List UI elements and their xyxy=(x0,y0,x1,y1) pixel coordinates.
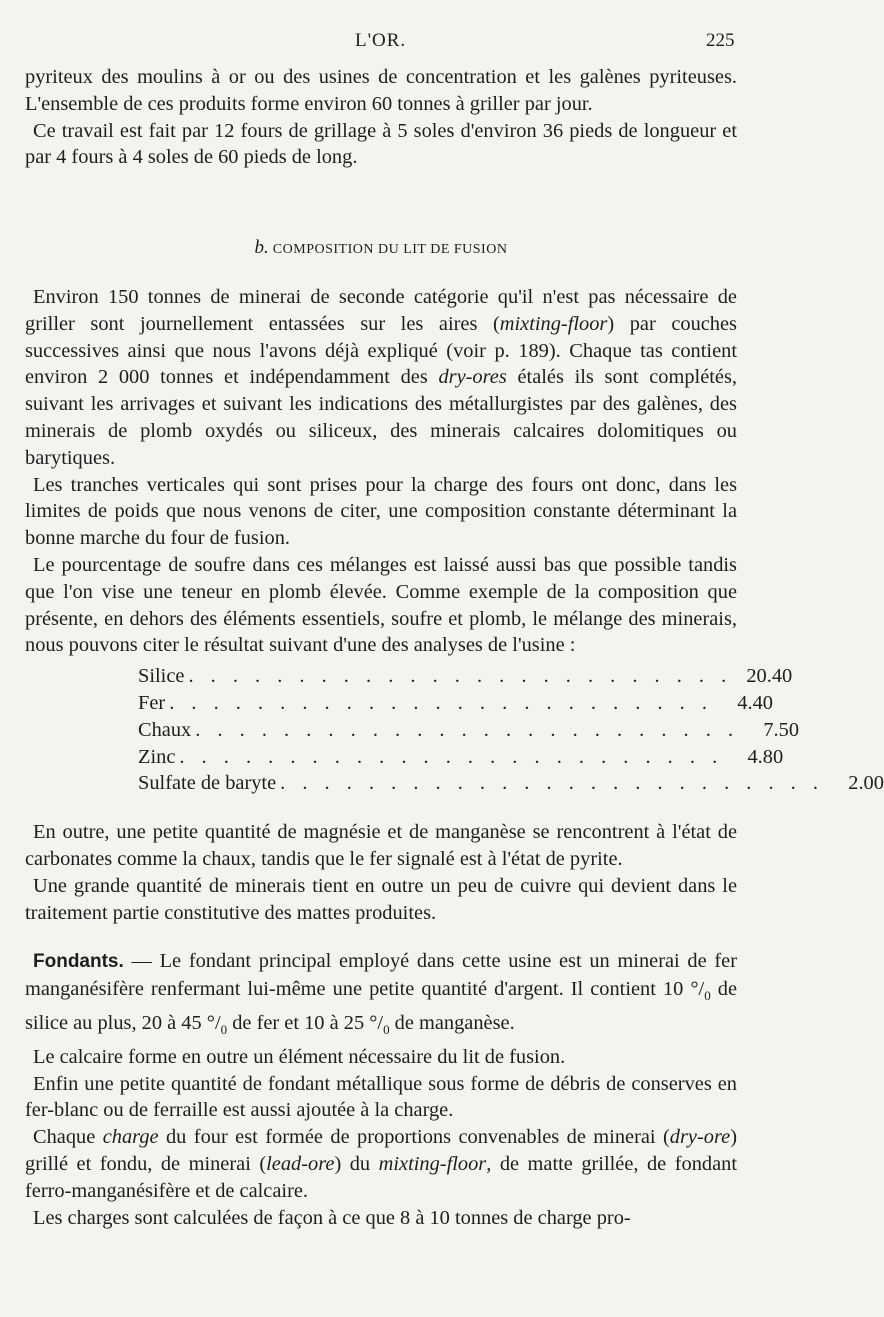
italic-term: mixting-floor xyxy=(499,312,608,335)
paragraph-minerai xyxy=(25,284,737,472)
paragraph-pyriteux: pyriteux des moulins à or ou des usines de concentration et les galènes pyriteuses. L'ensemble de ces produits forme environ 60 tonnes à griller par jour. xyxy=(25,66,737,115)
italic-term: dry-ores xyxy=(438,366,507,389)
italic-term: lead-ore xyxy=(266,1153,335,1176)
section-heading xyxy=(25,235,737,264)
text-run: de silice au plus, 20 à 45 xyxy=(25,978,738,1034)
italic-term: dry-ore xyxy=(669,1126,731,1149)
text-run: Chaque xyxy=(33,1126,103,1149)
text-run: — Le fondant principal employé dans cette usine est un minerai de fer manganésifère renfermant lui-même une petite quantité d'argent. Il contient 10 xyxy=(25,950,737,1001)
text-run: , de matte grillée, de fondant ferro-manganésifère et de calcaire. xyxy=(25,1153,737,1202)
section-letter: b. xyxy=(254,237,269,259)
leader-dots: . . . . . . . . . . . . . . . . . . . . . . . . . xyxy=(195,718,740,741)
paragraph-magnesie: En outre, une petite quantité de magnésie et de manganèse se rencontrent à l'état de carbonates comme la chaux, tandis que le fer signalé est à l'état de pyrite. xyxy=(25,821,737,870)
analysis-name: Silice xyxy=(138,665,185,688)
text-run: de fer et 10 à 25 xyxy=(227,1011,370,1034)
percent-sub: 0 xyxy=(383,1022,390,1038)
paragraph-fours-grillage: Ce travail est fait par 12 fours de grillage à 5 soles d'environ 36 pieds de longueur et par 4 fours à 4 soles de 60 pieds de long. xyxy=(25,119,737,169)
text-run: ) du xyxy=(334,1153,379,1176)
italic-term: mixting-floor xyxy=(378,1153,487,1176)
running-head xyxy=(0,30,800,56)
text-run: ) grillé et fondu, de minerai ( xyxy=(25,1126,737,1176)
analysis-name: Sulfate de baryte xyxy=(138,772,277,795)
text-run: ) par couches successives ainsi que nous l'avons déjà expliqué (voir p. 189). Chaque tas contient environ 2 000 tonnes et indépendamment des xyxy=(25,312,737,389)
analysis-value: 4.80 xyxy=(747,745,784,768)
text-run: de manganèse. xyxy=(389,1011,515,1034)
section-title: COMPOSITION DU LIT DE FUSION xyxy=(272,242,508,258)
analysis-value: 20.40 xyxy=(746,665,793,688)
paragraph-cuivre: Une grande quantité de minerais tient en outre un peu de cuivre qui devient dans le traitement partie constitutive des mattes produites. xyxy=(25,874,737,924)
analysis-name: Zinc xyxy=(138,745,176,768)
analysis-row xyxy=(138,717,800,744)
leader-dots: . . . . . . . . . . . . . . . . . . . . . . . . . xyxy=(169,691,713,714)
percent-sign: °/ xyxy=(690,978,705,1001)
paragraph-pourcentage: Le pourcentage de soufre dans ces mélanges est laissé aussi bas que possible tandis que l'on vise une teneur en plomb élevée. Comme exemple de la composition que présente, en dehors des éléments essentiels, soufre et plomb, le mélange des minerais, nous pouvons citer le résultat suivant d'une des analyses de l'usine : xyxy=(25,553,737,657)
percent-sign: °/ xyxy=(369,1011,384,1034)
analysis-name: Chaux xyxy=(138,718,192,741)
paragraph-tranches: Les tranches verticales qui sont prises pour la charge des fours ont donc, dans les limites de poids que nous venons de citer, une composition constante déterminant la bonne marche du four de fusion. xyxy=(25,473,737,550)
leader-dots: . . . . . . . . . . . . . . . . . . . . . . . . . xyxy=(280,772,824,795)
leader-dots: . . . . . . . . . . . . . . . . . . . . . . . . . xyxy=(188,665,733,688)
analysis-row xyxy=(138,744,784,771)
paragraph-fondant-metallique: Enfin une petite quantité de fondant métallique sous forme de débris de conserves en fer-blanc ou de ferraille est aussi ajoutée à la charge. xyxy=(25,1072,737,1122)
run-in-heading: Fondants. xyxy=(33,951,124,973)
text-run: Environ 150 tonnes de minerai de seconde catégorie qu'il n'est pas nécessaire de griller sont journellement entassées sur les aires ( xyxy=(25,285,737,335)
analysis-row xyxy=(138,690,773,717)
body-text xyxy=(25,64,884,1231)
text-run: du four est formée de proportions convenables de minerai ( xyxy=(158,1126,670,1149)
percent-sub: 0 xyxy=(704,988,711,1004)
analysis-value: 4.40 xyxy=(737,691,773,714)
running-title: L'OR. xyxy=(355,30,407,51)
analysis-value: 2.00 xyxy=(848,772,884,795)
paragraph-charges-calculees: Les charges sont calculées de façon à ce que 8 à 10 tonnes de charge pro- xyxy=(33,1206,631,1229)
percent-sub: 0 xyxy=(220,1022,228,1038)
paragraph-calcaire: Le calcaire forme en outre un élément nécessaire du lit de fusion. xyxy=(33,1045,566,1068)
percent-sign: °/ xyxy=(206,1011,221,1034)
paragraph-charge xyxy=(25,1124,737,1204)
analysis-value: 7.50 xyxy=(763,718,800,741)
leader-dots: . . . . . . . . . . . . . . . . . . . . . . . . . xyxy=(179,745,724,768)
paragraph-fondants xyxy=(25,948,737,1044)
analysis-row xyxy=(138,663,793,690)
analysis-table xyxy=(138,663,884,797)
text-run: étalés ils sont complétés, suivant les arrivages et suivant les indications des métallurgistes par des galènes, des minerais de plomb oxydés ou siliceux, des minerais calcaires dolomitiques ou barytiques. xyxy=(25,366,737,469)
page-number: 225 xyxy=(706,30,735,51)
italic-term: charge xyxy=(102,1126,159,1149)
analysis-name: Fer xyxy=(138,691,166,714)
analysis-row xyxy=(138,770,884,797)
